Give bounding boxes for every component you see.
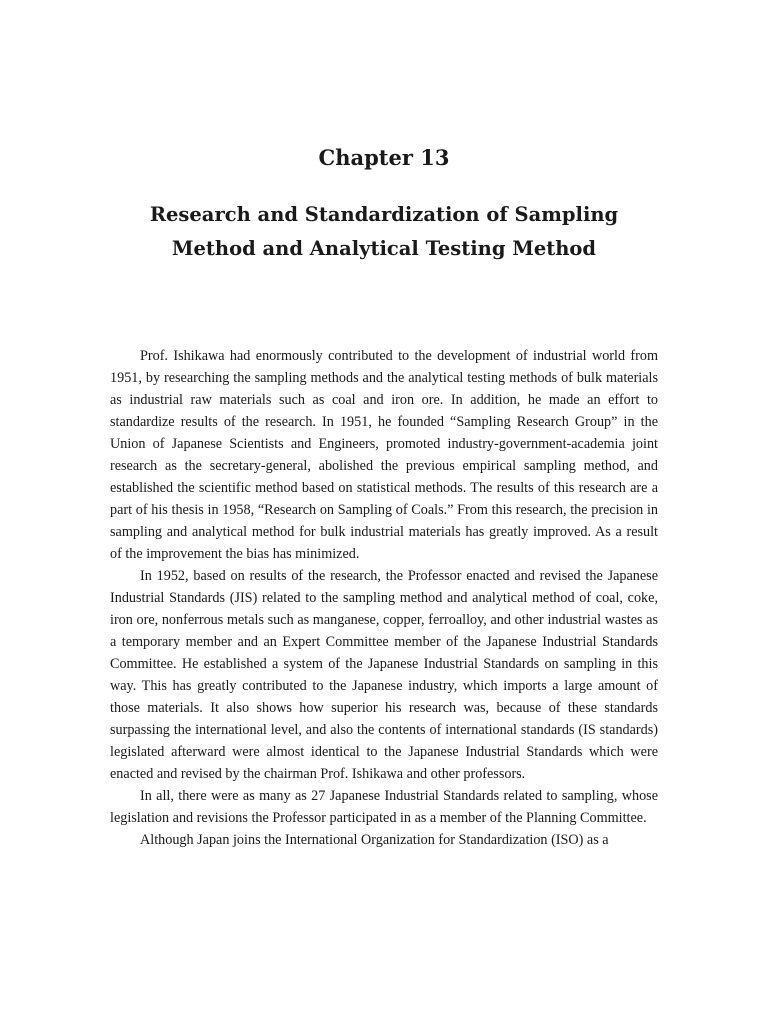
paragraph: Although Japan joins the International Organization for Standardization (ISO) as a: [140, 832, 609, 848]
body-text: [110, 345, 658, 851]
chapter-title: Chapter 13: [318, 145, 450, 170]
paragraph: Prof. Ishikawa had enormously contributed to the development of industrial world from 1951, by researching the sampling methods and the analytical testing methods of bulk materials as industrial raw materials such as coal and iron ore. In addition, he made an effort to standardize results of the research. In 1951, he founded “Sampling Research Group” in the Union of Japanese Scientists and Engineers, promoted industry-government-academia joint research as the secretary-general, abolished the previous empirical sampling method, and established the scientific method based on statistical methods. The results of this research are a part of his thesis in 1958, “Research on Sampling of Coals.” From this research, the precision in sampling and analytical method for bulk industrial materials has greatly improved. As a result of the improvement the bias has minimized.: [110, 348, 658, 562]
paragraph: In 1952, based on results of the research, the Professor enacted and revised the Japanese Industrial Standards (JIS) related to the sampling method and analytical method of coal, coke, iron ore, nonferrous metals such as manganese, copper, ferroalloy, and other industrial wastes as a temporary member and an Expert Committee member of the Japanese Industrial Standards Committee. He established a system of the Japanese Industrial Standards on sampling in this way. This has greatly contributed to the Japanese industry, which imports a large amount of those materials. It also shows how superior his research was, because of these standards surpassing the international level, and also the contents of international standards (IS standards) legislated afterward were almost identical to the Japanese Industrial Standards which were enacted and revised by the chairman Prof. Ishikawa and other professors.: [110, 568, 658, 782]
paragraph: In all, there were as many as 27 Japanese Industrial Standards related to sampling, whose legislation and revisions the Professor participated in as a member of the Planning Committee.: [110, 788, 658, 826]
section-title: Research and Standardization of Sampling Method and Analytical Testing Method: [149, 203, 619, 260]
